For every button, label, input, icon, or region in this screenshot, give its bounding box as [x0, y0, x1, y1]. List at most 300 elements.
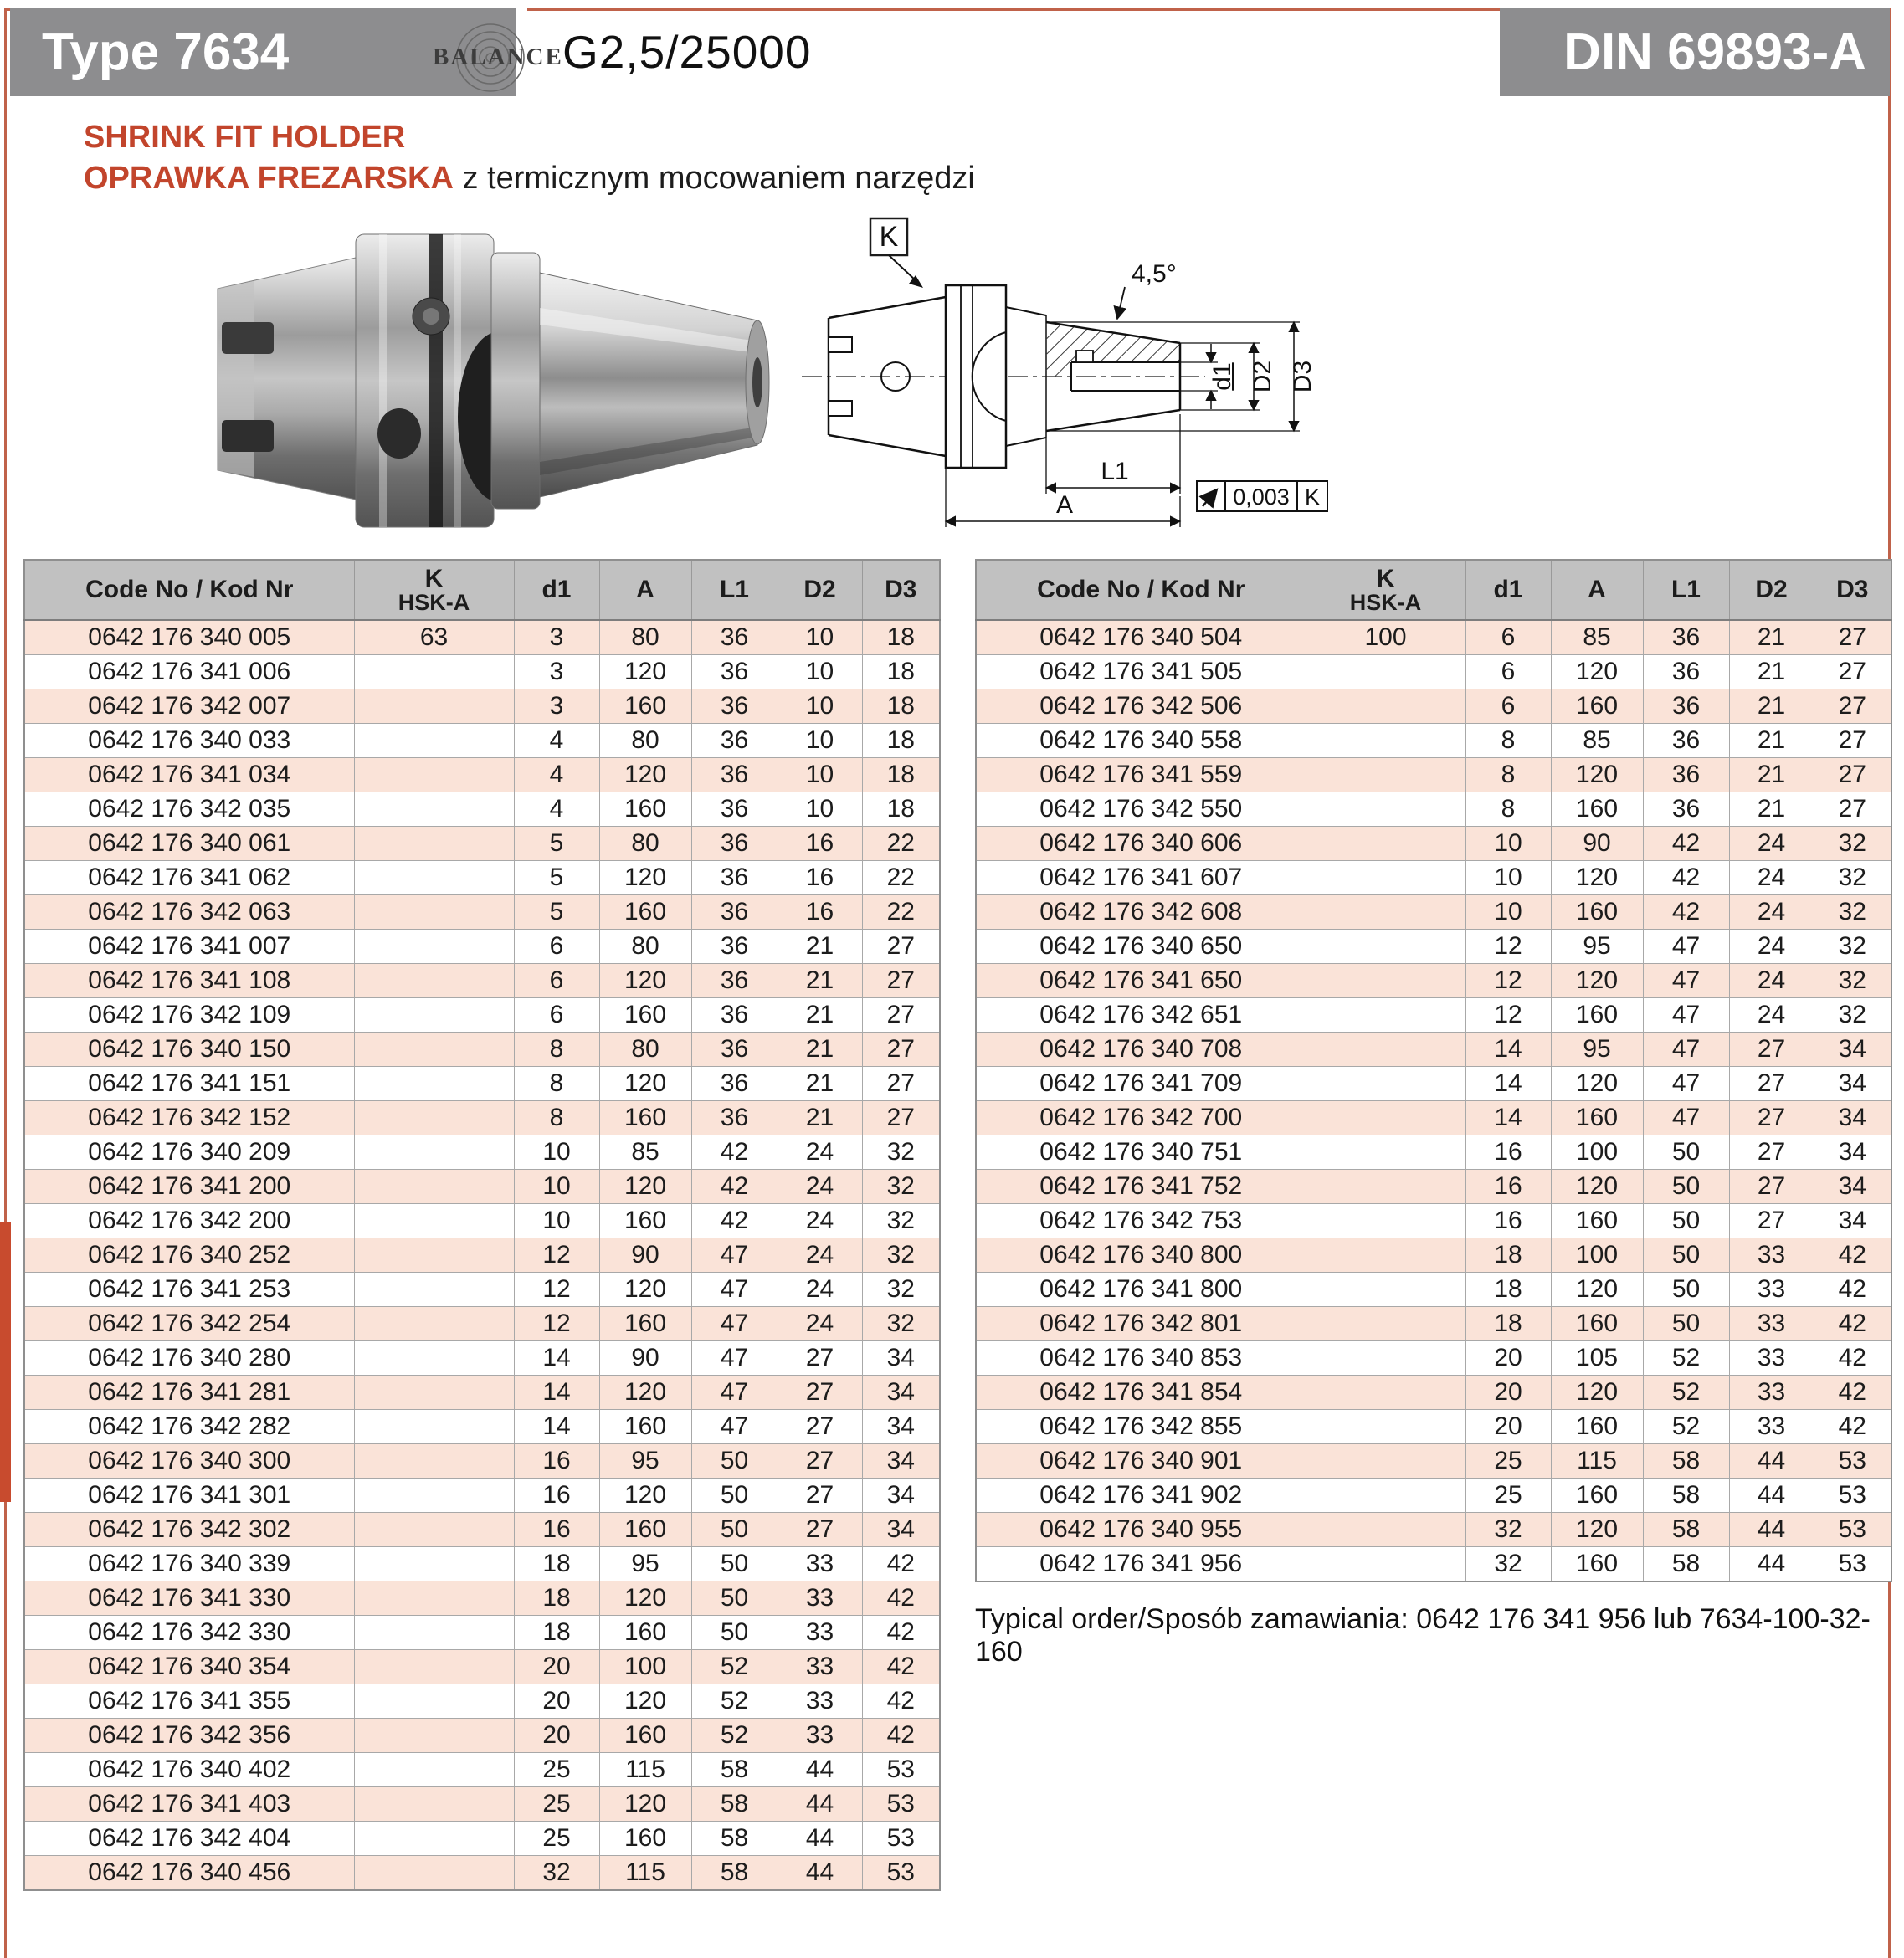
table-cell: 18 [862, 655, 940, 689]
table-cell: 4 [514, 758, 599, 792]
table-cell: 50 [691, 1479, 778, 1513]
table-cell [354, 1307, 514, 1341]
table-cell: 33 [778, 1581, 862, 1616]
table-cell: 5 [514, 827, 599, 861]
table-row [24, 895, 940, 930]
table-cell [354, 1067, 514, 1101]
table-cell: 18 [1465, 1307, 1551, 1341]
datum-k-label: K [879, 221, 899, 253]
table-cell [354, 758, 514, 792]
table-cell: 160 [599, 1616, 691, 1650]
table-row [24, 1101, 940, 1135]
table-cell: 27 [862, 998, 940, 1033]
table-cell: 58 [691, 1856, 778, 1891]
table-cell: 85 [599, 1135, 691, 1170]
table-cell: 0642 176 341 253 [24, 1273, 354, 1307]
product-title-pl-red: OPRAWKA FREZARSKA [84, 161, 454, 196]
table-cell: 27 [862, 1067, 940, 1101]
table-cell: 36 [691, 758, 778, 792]
table-cell: 36 [691, 1101, 778, 1135]
table-row [976, 1341, 1891, 1376]
table-cell: 0642 176 342 356 [24, 1719, 354, 1753]
table-cell: 53 [862, 1822, 940, 1856]
table-cell: 42 [691, 1135, 778, 1170]
table-cell: 6 [514, 964, 599, 998]
table-cell: 33 [1729, 1307, 1814, 1341]
col-header-l1: L1 [691, 560, 778, 620]
table-cell: 0642 176 340 901 [976, 1444, 1306, 1479]
table-cell: 0642 176 341 505 [976, 655, 1306, 689]
table-cell: 0642 176 340 061 [24, 827, 354, 861]
table-cell: 36 [691, 1067, 778, 1101]
table-cell: 22 [862, 895, 940, 930]
table-cell: 160 [1551, 689, 1643, 724]
dim-d1-label: d1 [1209, 362, 1236, 391]
table-cell: 36 [691, 895, 778, 930]
table-cell [1306, 964, 1465, 998]
table-cell: 47 [1643, 964, 1729, 998]
table-cell: 0642 176 340 280 [24, 1341, 354, 1376]
table-cell [1306, 1135, 1465, 1170]
table-cell [354, 1581, 514, 1616]
table-cell: 120 [599, 964, 691, 998]
table-cell: 25 [1465, 1444, 1551, 1479]
table-row [24, 1238, 940, 1273]
table-row [24, 1273, 940, 1307]
table-row [24, 861, 940, 895]
table-cell: 27 [1729, 1170, 1814, 1204]
table-row [976, 1033, 1891, 1067]
table-cell: 10 [1465, 827, 1551, 861]
table-cell: 160 [1551, 1307, 1643, 1341]
table-row [24, 1410, 940, 1444]
table-cell [1306, 1513, 1465, 1547]
table-cell: 18 [862, 758, 940, 792]
table-cell: 20 [514, 1719, 599, 1753]
table-cell: 36 [691, 930, 778, 964]
table-cell: 22 [862, 861, 940, 895]
table-cell: 0642 176 340 708 [976, 1033, 1306, 1067]
table-cell: 0642 176 340 853 [976, 1341, 1306, 1376]
table-cell: 10 [1465, 861, 1551, 895]
table-cell: 120 [599, 1273, 691, 1307]
table-cell: 10 [778, 758, 862, 792]
table-cell: 47 [1643, 1033, 1729, 1067]
table-cell: 120 [599, 861, 691, 895]
table-cell: 24 [1729, 930, 1814, 964]
table-cell: 53 [862, 1856, 940, 1891]
table-cell: 27 [1729, 1067, 1814, 1101]
table-cell: 33 [778, 1616, 862, 1650]
table-cell: 16 [514, 1513, 599, 1547]
typical-order-note: Typical order/Sposób zamawiania: 0642 176 341 956 lub 7634-100-32-160 [975, 1603, 1871, 1668]
table-cell: 120 [599, 1376, 691, 1410]
table-cell: 0642 176 342 109 [24, 998, 354, 1033]
table-cell: 12 [1465, 998, 1551, 1033]
table-cell: 34 [1814, 1067, 1891, 1101]
table-row [976, 1135, 1891, 1170]
table-cell: 21 [778, 998, 862, 1033]
table-cell: 120 [1551, 861, 1643, 895]
table-cell: 52 [1643, 1376, 1729, 1410]
table-cell [354, 1616, 514, 1650]
table-cell: 0642 176 342 753 [976, 1204, 1306, 1238]
table-row [976, 1376, 1891, 1410]
table-cell: 24 [1729, 895, 1814, 930]
table-cell: 42 [862, 1547, 940, 1581]
table-cell: 44 [1729, 1547, 1814, 1582]
table-cell: 44 [1729, 1479, 1814, 1513]
table-cell: 160 [599, 689, 691, 724]
table-cell: 21 [1729, 655, 1814, 689]
table-cell: 0642 176 341 301 [24, 1479, 354, 1513]
table-cell: 21 [778, 964, 862, 998]
table-cell [1306, 895, 1465, 930]
table-cell: 24 [1729, 827, 1814, 861]
table-row [24, 1856, 940, 1891]
table-cell: 3 [514, 620, 599, 655]
table-cell: 36 [691, 620, 778, 655]
table-cell: 0642 176 340 456 [24, 1856, 354, 1891]
table-row [24, 1719, 940, 1753]
table-cell: 20 [1465, 1341, 1551, 1376]
table-cell: 52 [691, 1684, 778, 1719]
table-cell: 0642 176 340 354 [24, 1650, 354, 1684]
table-cell: 24 [1729, 998, 1814, 1033]
table-cell: 33 [778, 1547, 862, 1581]
table-cell: 105 [1551, 1341, 1643, 1376]
table-row [976, 689, 1891, 724]
table-row [24, 930, 940, 964]
table-cell: 34 [862, 1513, 940, 1547]
table-cell [354, 1650, 514, 1684]
table-cell: 47 [1643, 998, 1729, 1033]
table-cell: 25 [514, 1822, 599, 1856]
table-cell: 0642 176 341 854 [976, 1376, 1306, 1410]
table-row [24, 1616, 940, 1650]
table-cell: 24 [778, 1135, 862, 1170]
table-cell [354, 1135, 514, 1170]
col-header-a: A [599, 560, 691, 620]
table-cell: 12 [1465, 930, 1551, 964]
dim-d2-label: D2 [1249, 360, 1276, 393]
table-cell: 16 [778, 827, 862, 861]
table-cell: 36 [1643, 620, 1729, 655]
table-cell: 32 [862, 1238, 940, 1273]
table-cell: 33 [778, 1650, 862, 1684]
table-cell: 20 [514, 1684, 599, 1719]
table-cell: 27 [1729, 1033, 1814, 1067]
table-cell: 53 [862, 1787, 940, 1822]
table-row [24, 689, 940, 724]
table-cell: 34 [1814, 1170, 1891, 1204]
table-cell: 52 [691, 1719, 778, 1753]
table-cell: 33 [778, 1719, 862, 1753]
table-cell: 160 [599, 1410, 691, 1444]
table-cell: 32 [1814, 827, 1891, 861]
table-row [976, 1238, 1891, 1273]
table-cell [1306, 1307, 1465, 1341]
table-cell: 6 [514, 930, 599, 964]
table-cell [354, 792, 514, 827]
table-cell [354, 1341, 514, 1376]
table-cell: 120 [599, 655, 691, 689]
table-cell: 58 [1643, 1479, 1729, 1513]
table-cell [354, 1684, 514, 1719]
table-cell: 50 [1643, 1307, 1729, 1341]
table-cell: 0642 176 342 608 [976, 895, 1306, 930]
table-cell: 0642 176 342 855 [976, 1410, 1306, 1444]
table-cell [354, 1238, 514, 1273]
table-cell: 32 [1814, 964, 1891, 998]
table-cell: 160 [599, 1822, 691, 1856]
table-cell: 80 [599, 724, 691, 758]
table-cell: 18 [514, 1616, 599, 1650]
table-cell: 0642 176 342 254 [24, 1307, 354, 1341]
table-cell: 42 [691, 1204, 778, 1238]
table-cell: 32 [862, 1273, 940, 1307]
table-cell: 80 [599, 827, 691, 861]
table-cell [1306, 1547, 1465, 1582]
table-cell: 14 [1465, 1033, 1551, 1067]
table-cell: 0642 176 340 300 [24, 1444, 354, 1479]
table-cell [1306, 1067, 1465, 1101]
table-cell: 34 [862, 1444, 940, 1479]
table-cell: 58 [691, 1753, 778, 1787]
table-cell: 27 [1729, 1101, 1814, 1135]
table-cell: 27 [778, 1410, 862, 1444]
table-cell: 0642 176 341 108 [24, 964, 354, 998]
table-cell: 0642 176 340 033 [24, 724, 354, 758]
table-cell [1306, 689, 1465, 724]
table-cell: 120 [1551, 1170, 1643, 1204]
table-cell: 10 [778, 620, 862, 655]
table-row [976, 998, 1891, 1033]
table-cell: 10 [778, 724, 862, 758]
table-cell: 32 [514, 1856, 599, 1891]
table-cell: 50 [691, 1616, 778, 1650]
table-cell: 160 [599, 1204, 691, 1238]
table-cell: 0642 176 342 007 [24, 689, 354, 724]
table-cell: 160 [599, 792, 691, 827]
table-cell: 63 [354, 620, 514, 655]
table-cell: 0642 176 342 282 [24, 1410, 354, 1444]
table-cell: 0642 176 341 034 [24, 758, 354, 792]
table-cell: 100 [1551, 1135, 1643, 1170]
table-cell: 50 [1643, 1238, 1729, 1273]
table-cell: 27 [1814, 620, 1891, 655]
table-cell: 0642 176 340 252 [24, 1238, 354, 1273]
table-cell: 53 [1814, 1479, 1891, 1513]
table-cell: 0642 176 342 404 [24, 1822, 354, 1856]
table-cell: 32 [1814, 930, 1891, 964]
table-cell: 0642 176 341 559 [976, 758, 1306, 792]
table-cell [1306, 1410, 1465, 1444]
table-cell: 53 [862, 1753, 940, 1787]
taper-angle-label: 4,5° [1132, 260, 1177, 288]
table-cell: 14 [514, 1341, 599, 1376]
table-cell: 160 [1551, 1101, 1643, 1135]
table-cell [354, 827, 514, 861]
table-cell: 95 [599, 1444, 691, 1479]
table-cell [1306, 1273, 1465, 1307]
table-cell [354, 1033, 514, 1067]
table-cell: 0642 176 340 339 [24, 1547, 354, 1581]
table-cell: 0642 176 341 355 [24, 1684, 354, 1719]
table-cell [354, 724, 514, 758]
table-cell [354, 1410, 514, 1444]
table-cell: 18 [862, 792, 940, 827]
table-cell: 8 [1465, 724, 1551, 758]
table-cell: 18 [862, 689, 940, 724]
table-cell [354, 1822, 514, 1856]
table-cell: 34 [862, 1479, 940, 1513]
table-row [976, 1204, 1891, 1238]
table-cell: 0642 176 340 558 [976, 724, 1306, 758]
table-cell: 32 [862, 1307, 940, 1341]
table-cell: 36 [691, 689, 778, 724]
table-row [24, 1444, 940, 1479]
table-cell: 120 [599, 758, 691, 792]
table-cell: 10 [778, 792, 862, 827]
table-cell: 0642 176 342 330 [24, 1616, 354, 1650]
table-cell: 0642 176 341 902 [976, 1479, 1306, 1513]
table-cell: 0642 176 340 606 [976, 827, 1306, 861]
table-cell: 95 [1551, 1033, 1643, 1067]
table-cell: 0642 176 342 700 [976, 1101, 1306, 1135]
table-cell: 50 [1643, 1204, 1729, 1238]
table-row [24, 1650, 940, 1684]
table-cell: 27 [778, 1341, 862, 1376]
table-cell: 160 [1551, 1547, 1643, 1582]
table-cell [1306, 1204, 1465, 1238]
table-row [976, 1307, 1891, 1341]
table-cell: 20 [1465, 1410, 1551, 1444]
table-cell: 95 [599, 1547, 691, 1581]
table-cell: 16 [514, 1479, 599, 1513]
table-cell: 18 [862, 724, 940, 758]
table-cell [354, 1753, 514, 1787]
table-cell: 58 [1643, 1513, 1729, 1547]
table-row [24, 1170, 940, 1204]
table-row [24, 1307, 940, 1341]
table-cell: 3 [514, 689, 599, 724]
table-row [976, 620, 1891, 655]
table-cell: 24 [1729, 861, 1814, 895]
table-cell: 36 [1643, 724, 1729, 758]
product-title-pl [84, 161, 975, 197]
table-cell [1306, 827, 1465, 861]
table-cell: 27 [862, 964, 940, 998]
table-cell: 16 [1465, 1170, 1551, 1204]
table-cell: 0642 176 341 709 [976, 1067, 1306, 1101]
table-cell: 50 [691, 1581, 778, 1616]
table-cell: 36 [691, 724, 778, 758]
table-cell: 0642 176 342 035 [24, 792, 354, 827]
table-cell: 115 [599, 1856, 691, 1891]
table-row [976, 1101, 1891, 1135]
table-cell: 90 [1551, 827, 1643, 861]
table-cell: 33 [1729, 1376, 1814, 1410]
table-cell: 42 [691, 1170, 778, 1204]
table-cell: 33 [1729, 1273, 1814, 1307]
table-cell [1306, 1238, 1465, 1273]
left-border [4, 8, 7, 1958]
type-label: Type 7634 [42, 23, 290, 81]
table-cell: 18 [514, 1547, 599, 1581]
col-header-k-hska: K HSK-A [1306, 560, 1465, 620]
table-cell: 14 [1465, 1101, 1551, 1135]
table-row [24, 655, 940, 689]
table-cell [1306, 1170, 1465, 1204]
table-cell: 44 [778, 1787, 862, 1822]
table-cell: 44 [1729, 1444, 1814, 1479]
table-cell: 8 [1465, 758, 1551, 792]
table-cell: 24 [778, 1273, 862, 1307]
table-cell: 52 [691, 1650, 778, 1684]
table-row [24, 1787, 940, 1822]
table-cell: 25 [514, 1787, 599, 1822]
table-cell: 32 [862, 1170, 940, 1204]
table-cell: 8 [514, 1101, 599, 1135]
table-row [24, 1067, 940, 1101]
table-row [24, 998, 940, 1033]
table-cell: 16 [778, 895, 862, 930]
table-cell: 0642 176 341 006 [24, 655, 354, 689]
table-header-row [24, 560, 940, 620]
table-cell: 100 [599, 1650, 691, 1684]
table-cell: 24 [778, 1204, 862, 1238]
table-row [24, 1341, 940, 1376]
table-cell: 22 [862, 827, 940, 861]
table-cell: 0642 176 340 800 [976, 1238, 1306, 1273]
table-cell: 42 [1814, 1273, 1891, 1307]
table-cell: 50 [1643, 1135, 1729, 1170]
col-header-d2: D2 [1729, 560, 1814, 620]
table-cell: 0642 176 342 550 [976, 792, 1306, 827]
table-cell [1306, 861, 1465, 895]
table-cell: 120 [599, 1067, 691, 1101]
table-cell: 160 [599, 1101, 691, 1135]
table-cell: 24 [778, 1170, 862, 1204]
table-cell: 36 [691, 792, 778, 827]
table-cell: 160 [1551, 895, 1643, 930]
table-row [976, 1273, 1891, 1307]
table-cell: 27 [862, 930, 940, 964]
table-cell: 27 [778, 1479, 862, 1513]
table-row [976, 895, 1891, 930]
table-cell: 18 [514, 1581, 599, 1616]
table-cell [354, 1787, 514, 1822]
table-cell: 58 [1643, 1444, 1729, 1479]
table-row [24, 1204, 940, 1238]
table-cell: 47 [691, 1307, 778, 1341]
table-cell: 0642 176 340 150 [24, 1033, 354, 1067]
table-cell: 27 [1814, 724, 1891, 758]
table-cell: 120 [599, 1787, 691, 1822]
table-cell: 12 [1465, 964, 1551, 998]
table-cell: 10 [778, 655, 862, 689]
table-row [976, 1513, 1891, 1547]
table-cell: 0642 176 340 209 [24, 1135, 354, 1170]
table-cell: 27 [778, 1513, 862, 1547]
balance-grade-value: G2,5/25000 [562, 26, 812, 78]
table-cell: 0642 176 341 752 [976, 1170, 1306, 1204]
table-cell: 33 [1729, 1238, 1814, 1273]
table-cell: 27 [778, 1376, 862, 1410]
table-cell: 52 [1643, 1341, 1729, 1376]
page-edge-tab-marker [0, 1222, 11, 1502]
